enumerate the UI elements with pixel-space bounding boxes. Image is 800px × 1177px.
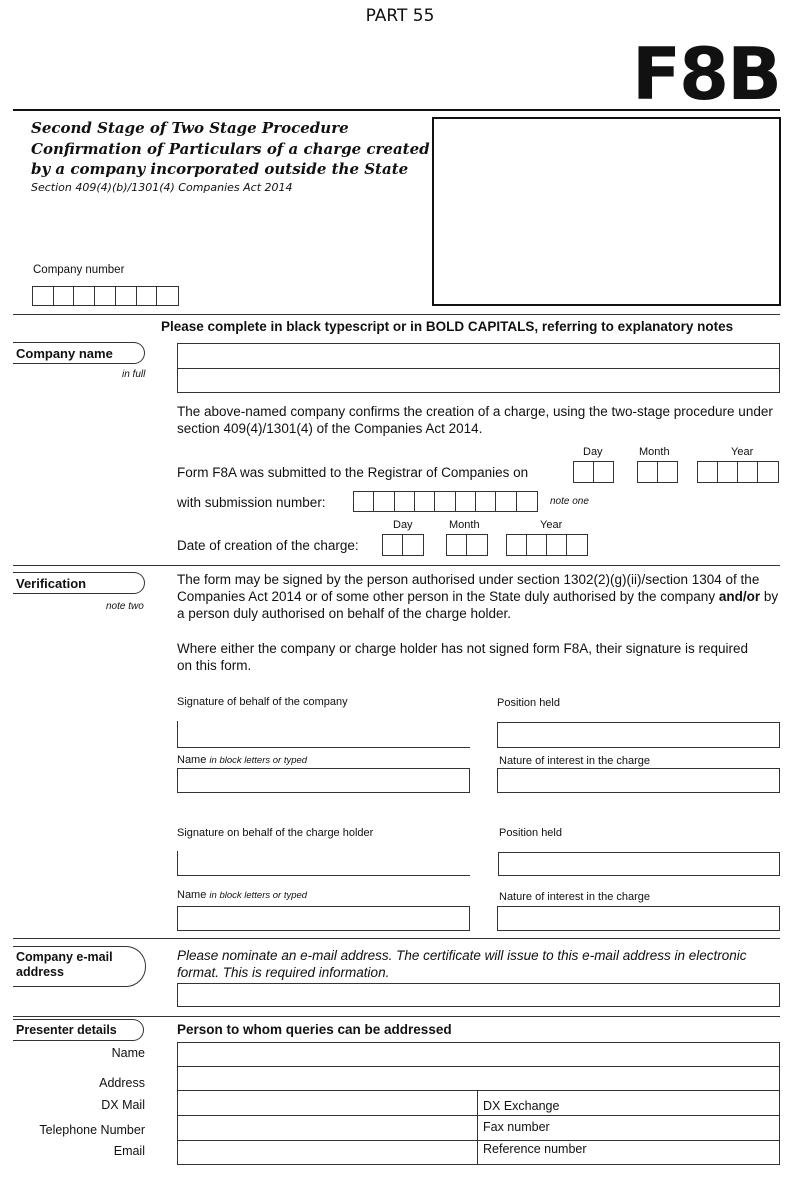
nature-interest-label-1: Nature of interest in the charge bbox=[499, 755, 651, 767]
verification-text-bold: and/or bbox=[718, 589, 761, 604]
company-name-input-2[interactable] bbox=[177, 368, 780, 393]
company-number-field[interactable] bbox=[32, 286, 179, 306]
creation-date-label: Date of creation of the charge: bbox=[177, 538, 359, 553]
presenter-address-label: Address bbox=[99, 1076, 145, 1090]
submitted-month-label: Month bbox=[639, 446, 670, 458]
email-label bbox=[13, 946, 146, 987]
signature-company-label: Signature of behalf of the company bbox=[177, 696, 348, 708]
presenter-label: Presenter details bbox=[13, 1019, 144, 1041]
title-line-2: Confirmation of Particulars of a charge created bbox=[31, 139, 430, 158]
presenter-dx-exchange-label: DX Exchange bbox=[483, 1099, 560, 1113]
name-label-1 bbox=[177, 754, 307, 766]
presenter-fax-label: Fax number bbox=[483, 1120, 550, 1134]
presenter-email-label: Email bbox=[113, 1144, 145, 1158]
verification-note: note two bbox=[106, 601, 144, 612]
name-note-2: in block letters or typed bbox=[209, 890, 308, 901]
presenter-dx-mail-label: DX Mail bbox=[101, 1098, 145, 1112]
verification-paragraph-1 bbox=[177, 571, 780, 622]
verification-text-a: The form may be signed by the person authorised under section 1302(2)(g)(ii)/section 1304 of the Companies Act 2014 or of some other person in the State duly authorised by the company bbox=[177, 572, 760, 604]
title-line-3: by a company incorporated outside the State bbox=[31, 160, 409, 178]
company-name-input-1[interactable] bbox=[177, 343, 780, 369]
confirmation-text: The above-named company confirms the creation of a charge, using the two-stage procedure under section 409(4)/1301(4) of the Companies Act 2014. bbox=[177, 404, 773, 436]
email-label-line-1: Company e-mail bbox=[16, 950, 113, 964]
position-held-field-1[interactable] bbox=[497, 722, 780, 748]
presenter-heading: Person to whom queries can be addressed bbox=[177, 1022, 452, 1037]
email-instruction: Please nominate an e-mail address. The certificate will issue to this e-mail address in electronic format. This is required information. bbox=[177, 948, 747, 980]
divider-3 bbox=[13, 938, 780, 939]
name-label-1-text: Name bbox=[177, 754, 207, 766]
submitted-year-field[interactable] bbox=[697, 461, 779, 483]
name-label-2 bbox=[177, 889, 307, 901]
name-field-2[interactable] bbox=[177, 906, 470, 931]
office-stamp-box bbox=[432, 117, 781, 306]
instruction-text: Please complete in black typescript or in BOLD CAPITALS, referring to explanatory notes bbox=[161, 319, 734, 334]
presenter-name-input[interactable] bbox=[177, 1042, 780, 1067]
submitted-month-field[interactable] bbox=[637, 461, 678, 483]
signature-company-field[interactable] bbox=[177, 721, 470, 748]
company-number-label: Company number bbox=[33, 264, 125, 276]
position-held-label-2: Position held bbox=[499, 827, 562, 839]
title-section-ref: Section 409(4)(b)/1301(4) Companies Act 2014 bbox=[31, 181, 293, 194]
email-input[interactable] bbox=[177, 983, 780, 1007]
submitted-label: Form F8A was submitted to the Registrar of Companies on bbox=[177, 465, 529, 480]
position-held-label-1: Position held bbox=[497, 697, 560, 709]
creation-day-field[interactable] bbox=[382, 534, 424, 556]
creation-year-label: Year bbox=[540, 519, 563, 531]
submission-note: note one bbox=[550, 496, 589, 507]
creation-month-label: Month bbox=[449, 519, 480, 531]
presenter-name-label: Name bbox=[111, 1046, 145, 1060]
form-title bbox=[31, 118, 430, 180]
company-name-note: in full bbox=[122, 369, 146, 380]
signature-holder-label: Signature on behalf of the charge holder bbox=[177, 827, 374, 839]
email-label-line-2: address bbox=[16, 965, 64, 979]
verification-text-b: by a person duly authorised on behalf of the charge holder. bbox=[177, 589, 779, 621]
presenter-telephone-input[interactable] bbox=[177, 1115, 478, 1141]
submission-number-label: with submission number: bbox=[177, 495, 326, 510]
divider-1 bbox=[13, 314, 780, 315]
name-note-1: in block letters or typed bbox=[209, 755, 308, 766]
name-label-2-text: Name bbox=[177, 889, 207, 901]
submitted-day-label: Day bbox=[583, 446, 603, 458]
title-line-1: Second Stage of Two Stage Procedure bbox=[31, 119, 349, 137]
divider-2 bbox=[13, 565, 780, 566]
form-code: F8B bbox=[631, 32, 780, 116]
creation-day-label: Day bbox=[393, 519, 413, 531]
verification-label: Verification bbox=[13, 572, 145, 594]
submission-number-field[interactable] bbox=[353, 491, 538, 512]
creation-year-field[interactable] bbox=[506, 534, 588, 556]
name-field-1[interactable] bbox=[177, 768, 470, 793]
header-divider bbox=[13, 109, 780, 111]
company-name-label: Company name bbox=[13, 342, 145, 364]
nature-interest-field-2[interactable] bbox=[497, 906, 780, 931]
presenter-dx-mail-input[interactable] bbox=[177, 1090, 478, 1116]
submitted-year-label: Year bbox=[731, 446, 754, 458]
divider-4 bbox=[13, 1016, 780, 1017]
creation-month-field[interactable] bbox=[446, 534, 488, 556]
presenter-reference-label: Reference number bbox=[483, 1142, 587, 1156]
verification-paragraph-2: Where either the company or charge holder has not signed form F8A, their signature is required on this form. bbox=[177, 641, 749, 673]
presenter-telephone-label: Telephone Number bbox=[39, 1123, 145, 1137]
signature-holder-field[interactable] bbox=[177, 851, 470, 876]
part-header: PART 55 bbox=[365, 6, 435, 26]
presenter-address-input[interactable] bbox=[177, 1066, 780, 1091]
nature-interest-field-1[interactable] bbox=[497, 768, 780, 793]
submitted-day-field[interactable] bbox=[573, 461, 614, 483]
nature-interest-label-2: Nature of interest in the charge bbox=[499, 891, 651, 903]
position-held-field-2[interactable] bbox=[498, 852, 780, 876]
presenter-email-input[interactable] bbox=[177, 1140, 478, 1165]
